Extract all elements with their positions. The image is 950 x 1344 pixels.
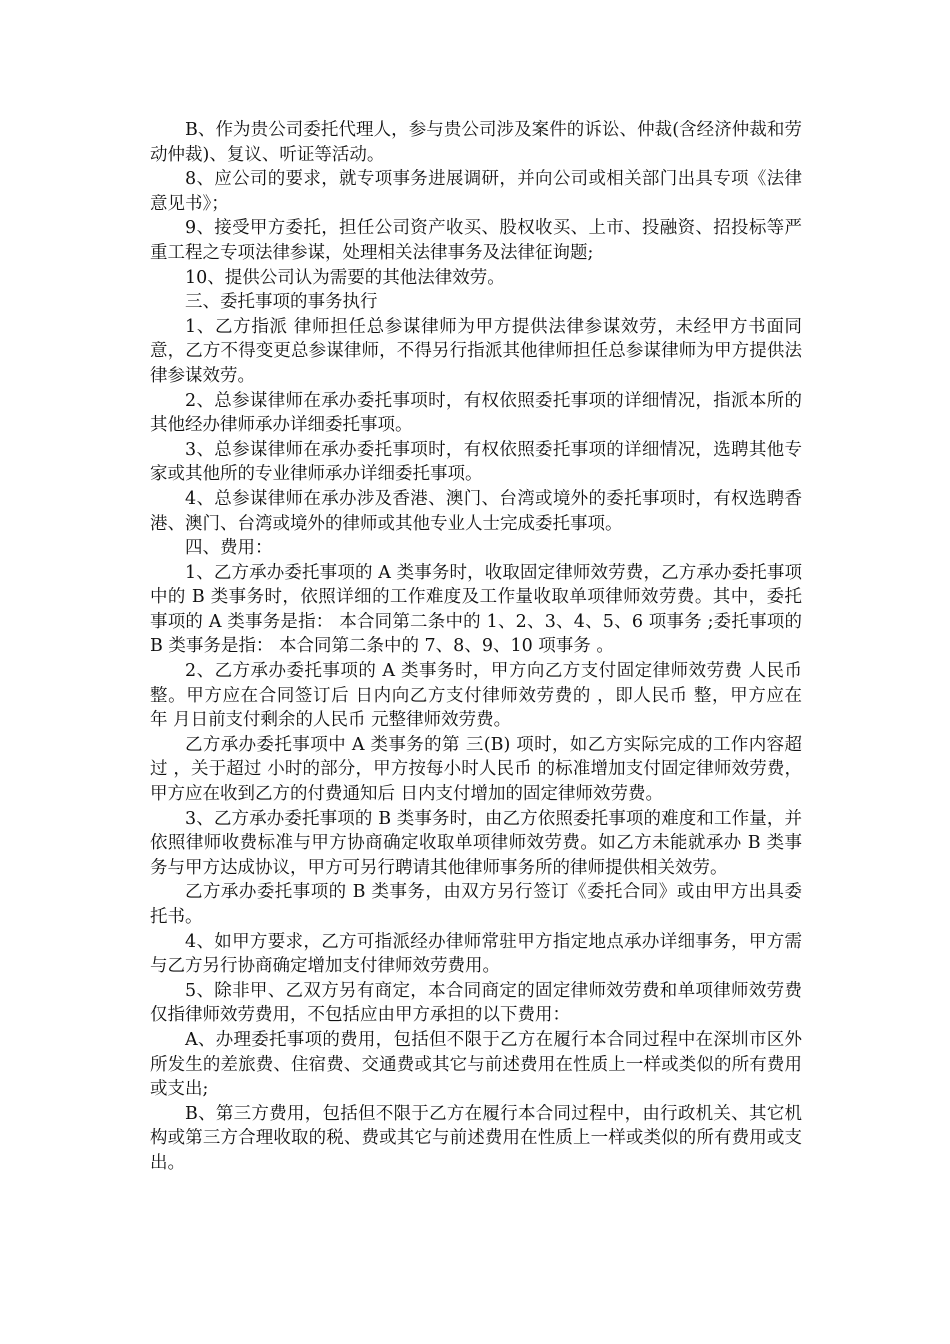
- paragraph-a-handling-costs: A、办理委托事项的费用，包括但不限于乙方在履行本合同过程中在深圳市区外所发生的差旅费、住宿费、交通费或其它与前述费用在性质上一样或类似的所有费用或支出;: [150, 1029, 802, 1100]
- paragraph-8-legal-opinion: 8、应公司的要求，就专项事务进展调研，并向公司或相关部门出具专项《法律意见书》；: [150, 169, 802, 214]
- section-heading-3-execution: 三、委托事项的事务执行: [185, 292, 378, 313]
- paragraph-extra-hours-fee: 乙方承办委托事项中 A 类事务的第 三(B) 项时，如乙方实际完成的工作内容超过 ，关于超过 小时的部分，甲方按每小时人民币 的标准增加支付固定律师效劳费，甲方应在收到乙方的付费通知后 日内支付增加的固定律师效劳费。: [150, 734, 802, 805]
- section-heading-4-fees: 四、费用：: [185, 538, 273, 559]
- document-page: [150, 118, 802, 1176]
- paragraph-10-other-services: 10、提供公司认为需要的其他法律效劳。: [185, 267, 505, 288]
- paragraph-b-third-party-costs: B、第三方费用，包括但不限于乙方在履行本合同过程中，由行政机关、其它机构或第三方合理收取的税、费或其它与前述费用在性质上一样或类似的所有费用或支出。: [150, 1103, 802, 1173]
- paragraph-4-3-b-type-fee: 3、乙方承办委托事项的 B 类事务时，由乙方依照委托事项的难度和工作量，并依照律师收费标准与甲方协商确定收取单项律师效劳费。如乙方未能就承办 B 类事务与甲方达成协议，甲方可另行聘请其他律师事务所的律师提供相关效劳。: [150, 808, 802, 878]
- paragraph-4-4-resident-lawyer: 4、如甲方要求，乙方可指派经办律师常驻甲方指定地点承办详细事务，甲方需与乙方另行协商确定增加支付律师效劳费用。: [150, 931, 802, 977]
- paragraph-b-litigation-agent: B、作为贵公司委托代理人，参与贵公司涉及案件的诉讼、仲裁(含经济仲裁和劳动仲裁)、复议、听证等活动。: [150, 120, 802, 165]
- paragraph-9-special-counsel: 9、接受甲方委托，担任公司资产收买、股权收买、上市、投融资、招投标等严重工程之专项法律参谋，处理相关法律事务及法律征询题;: [150, 218, 802, 263]
- paragraph-3-3-hire-experts: 3、总参谋律师在承办委托事项时，有权依照委托事项的详细情况，选聘其他专家或其他所的专业律师承办详细委托事项。: [150, 439, 802, 485]
- paragraph-4-5-excluded-costs: 5、除非甲、乙双方另有商定，本合同商定的固定律师效劳费和单项律师效劳费仅指律师效劳费用，不包括应由甲方承担的以下费用：: [150, 980, 802, 1026]
- paragraph-4-2-fixed-fee: 2、乙方承办委托事项的 A 类事务时，甲方向乙方支付固定律师效劳费 人民币 整。甲方应在合同签订后 日内向乙方支付律师效劳费的 ，即人民币 整，甲方应在 年 月日前支付剩余的人民币 元整律师效劳费。: [150, 661, 802, 731]
- paragraph-3-4-overseas-matters: 4、总参谋律师在承办涉及香港、澳门、台湾或境外的委托事项时，有权选聘香港、澳门、台湾或境外的律师或其他专业人士完成委托事项。: [150, 488, 802, 534]
- paragraph-3-2-assign-lawyers: 2、总参谋律师在承办委托事项时，有权依照委托事项的详细情况，指派本所的其他经办律师承办详细委托事项。: [150, 390, 802, 436]
- paragraph-3-1-chief-counsel: 1、乙方指派 律师担任总参谋律师为甲方提供法律参谋效劳，未经甲方书面同意，乙方不得变更总参谋律师，不得另行指派其他律师担任总参谋律师为甲方提供法律参谋效劳。: [150, 316, 802, 386]
- paragraph-4-1-fee-types: 1、乙方承办委托事项的 A 类事务时，收取固定律师效劳费，乙方承办委托事项中的 B 类事务时，依照详细的工作难度及工作量收取单项律师效劳费。其中，委托事项的 A 类事务是指： 本合同第二条中的 1、2、3、4、5、6 项事务 ;委托事项的 B 类事务是指： 本合同第二条中的 7、8、9、10 项事务 。: [150, 562, 802, 657]
- paragraph-b-type-contract: 乙方承办委托事项的 B 类事务，由双方另行签订《委托合同》或由甲方出具委托书。: [150, 882, 802, 927]
